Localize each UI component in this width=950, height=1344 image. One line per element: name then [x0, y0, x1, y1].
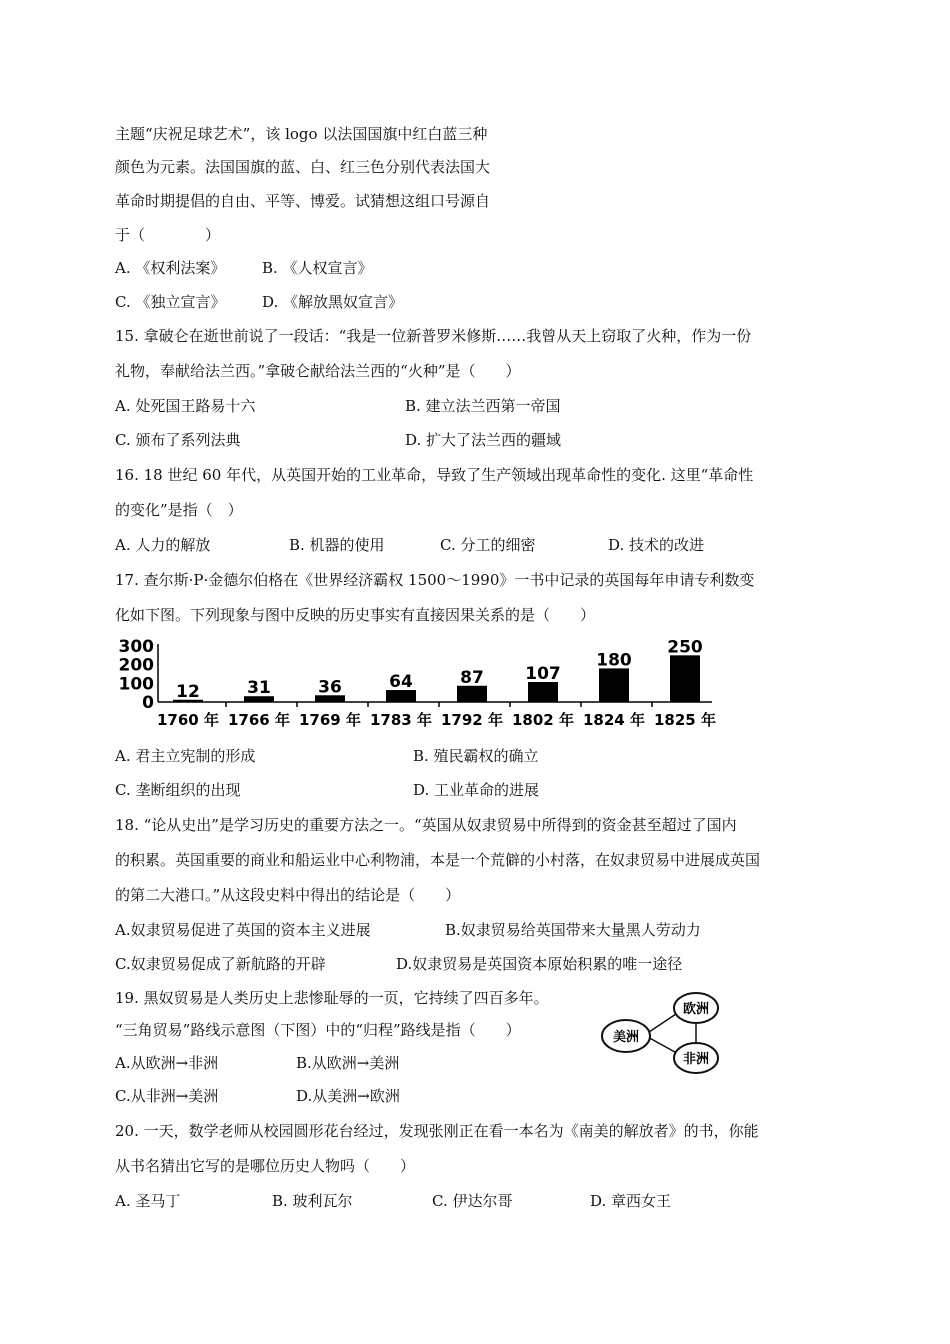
q16-option-b: B. 机器的使用 [289, 536, 385, 554]
q17-option-b: B. 殖民霸权的确立 [413, 747, 539, 765]
q20-stem-line: 20. 一天，数学老师从校园圆形花台经过，发现张刚正在看一本名为《南美的解放者》的书，你能 [115, 1122, 759, 1140]
africa-label: 非洲 [682, 1052, 710, 1067]
q17-stem-line: 化如下图。下列现象与图中反映的历史事实有直接因果关系的是（ ） [115, 606, 596, 624]
data-label: 36 [318, 677, 342, 698]
q14-stem-line: 于（ ） [115, 226, 221, 244]
data-label: 31 [247, 678, 271, 699]
q15-option-b: B. 建立法兰西第一帝国 [405, 397, 561, 415]
q14-option-b: B. 《人权宣言》 [262, 259, 373, 277]
q18-option-b: B.奴隶贸易给英国带来大量黑人劳动力 [445, 921, 701, 939]
q15-stem-line: 礼物，奉献给法兰西。”拿破仑献给法兰西的“火种”是（ ） [115, 362, 521, 380]
bar [528, 682, 558, 702]
data-label: 64 [389, 672, 413, 693]
q15-option-d: D. 扩大了法兰西的疆域 [405, 431, 562, 449]
america-label: 美洲 [612, 1030, 640, 1045]
q18-stem-line: 的第二大港口。”从这段史料中得出的结论是（ ） [115, 886, 461, 904]
q20-stem-line: 从书名猜出它写的是哪位历史人物吗（ ） [115, 1157, 416, 1175]
q16-option-a: A. 人力的解放 [115, 536, 211, 554]
q14-option-a: A. 《权利法案》 [115, 259, 226, 277]
q18-option-c: C.奴隶贸易促成了新航路的开辟 [115, 955, 326, 973]
x-tick-label: 1792 年 [441, 711, 503, 729]
q14-stem-line: 革命时期提倡的自由、平等、博爱。试猜想这组口号源自 [115, 192, 491, 210]
q14-stem-line: 主题“庆祝足球艺术”，该 logo 以法国国旗中红白蓝三种 [115, 125, 488, 143]
q16-option-c: C. 分工的细密 [440, 536, 536, 554]
europe-label: 欧洲 [682, 1002, 710, 1017]
q19-stem-line: 19. 黑奴贸易是人类历史上悲惨耻辱的一页，它持续了四百多年。 [115, 989, 549, 1007]
data-label: 107 [525, 664, 561, 685]
q19-option-d: D.从美洲→欧洲 [296, 1087, 400, 1105]
q18-stem-line: 18. “论从史出”是学习历史的重要方法之一。“英国从奴隶贸易中所得到的资金甚至超过了国内 [115, 816, 737, 834]
q19-stem-line: “三角贸易”路线示意图（下图）中的“归程”路线是指（ ） [115, 1021, 521, 1039]
bar [457, 686, 487, 702]
x-tick-label: 1783 年 [370, 711, 432, 729]
bar [670, 655, 700, 702]
q17-option-c: C. 垄断组织的出现 [115, 781, 241, 799]
y-tick-label: 300 [118, 637, 154, 657]
y-tick-label: 0 [142, 693, 154, 713]
q20-option-d: D. 章西女王 [590, 1192, 672, 1210]
patent-bar-chart [112, 636, 722, 730]
x-tick-label: 1802 年 [512, 711, 574, 729]
q15-option-a: A. 处死国王路易十六 [115, 397, 256, 415]
y-tick-label: 200 [118, 655, 154, 676]
q18-option-a: A.奴隶贸易促进了英国的资本主义进展 [115, 921, 371, 939]
x-tick-label: 1766 年 [228, 711, 290, 729]
bar [599, 668, 629, 702]
q19-option-c: C.从非洲→美洲 [115, 1087, 219, 1105]
q17-option-a: A. 君主立宪制的形成 [115, 747, 256, 765]
q18-stem-line: 的积累。英国重要的商业和船运业中心利物浦，本是一个荒僻的小村落，在奴隶贸易中进展成英国 [115, 851, 761, 869]
q16-option-d: D. 技术的改进 [608, 536, 705, 554]
data-label: 180 [596, 650, 632, 671]
q20-option-b: B. 玻利瓦尔 [272, 1192, 353, 1210]
x-tick-label: 1760 年 [157, 711, 219, 729]
q15-option-c: C. 颁布了系列法典 [115, 431, 241, 449]
q16-stem-line: 的变化”是指（ ） [115, 501, 243, 519]
triangle-trade-diagram [598, 990, 722, 1078]
data-label: 87 [460, 667, 484, 688]
q17-option-d: D. 工业革命的进展 [413, 781, 540, 799]
q19-option-a: A.从欧洲→非洲 [115, 1054, 219, 1072]
x-tick-label: 1824 年 [583, 711, 645, 729]
x-tick-label: 1825 年 [654, 711, 716, 729]
q16-stem-line: 16. 18 世纪 60 年代，从英国开始的工业革命，导致了生产领域出现革命性的变化. 这里“革命性 [115, 466, 754, 484]
q20-option-a: A. 圣马丁 [115, 1192, 181, 1210]
y-tick-label: 100 [118, 674, 154, 695]
q18-option-d: D.奴隶贸易是英国资本原始积累的唯一途径 [396, 955, 683, 973]
q19-option-b: B.从欧洲→美洲 [296, 1054, 400, 1072]
q17-stem-line: 17. 查尔斯·P·金德尔伯格在《世界经济霸权 1500～1990》一书中记录的英国每年申请专利数变 [115, 571, 755, 589]
q14-stem-line: 颜色为元素。法国国旗的蓝、白、红三色分别代表法国大 [115, 158, 491, 176]
x-tick-label: 1769 年 [299, 711, 361, 729]
q14-option-c: C. 《独立宣言》 [115, 293, 226, 311]
data-label: 12 [176, 681, 200, 702]
q14-option-d: D. 《解放黑奴宣言》 [262, 293, 404, 311]
q20-option-c: C. 伊达尔哥 [432, 1192, 513, 1210]
q15-stem-line: 15. 拿破仑在逝世前说了一段话：“我是一位新普罗米修斯……我曾从天上窃取了火种，作为一份 [115, 327, 752, 345]
data-label: 250 [667, 637, 703, 658]
